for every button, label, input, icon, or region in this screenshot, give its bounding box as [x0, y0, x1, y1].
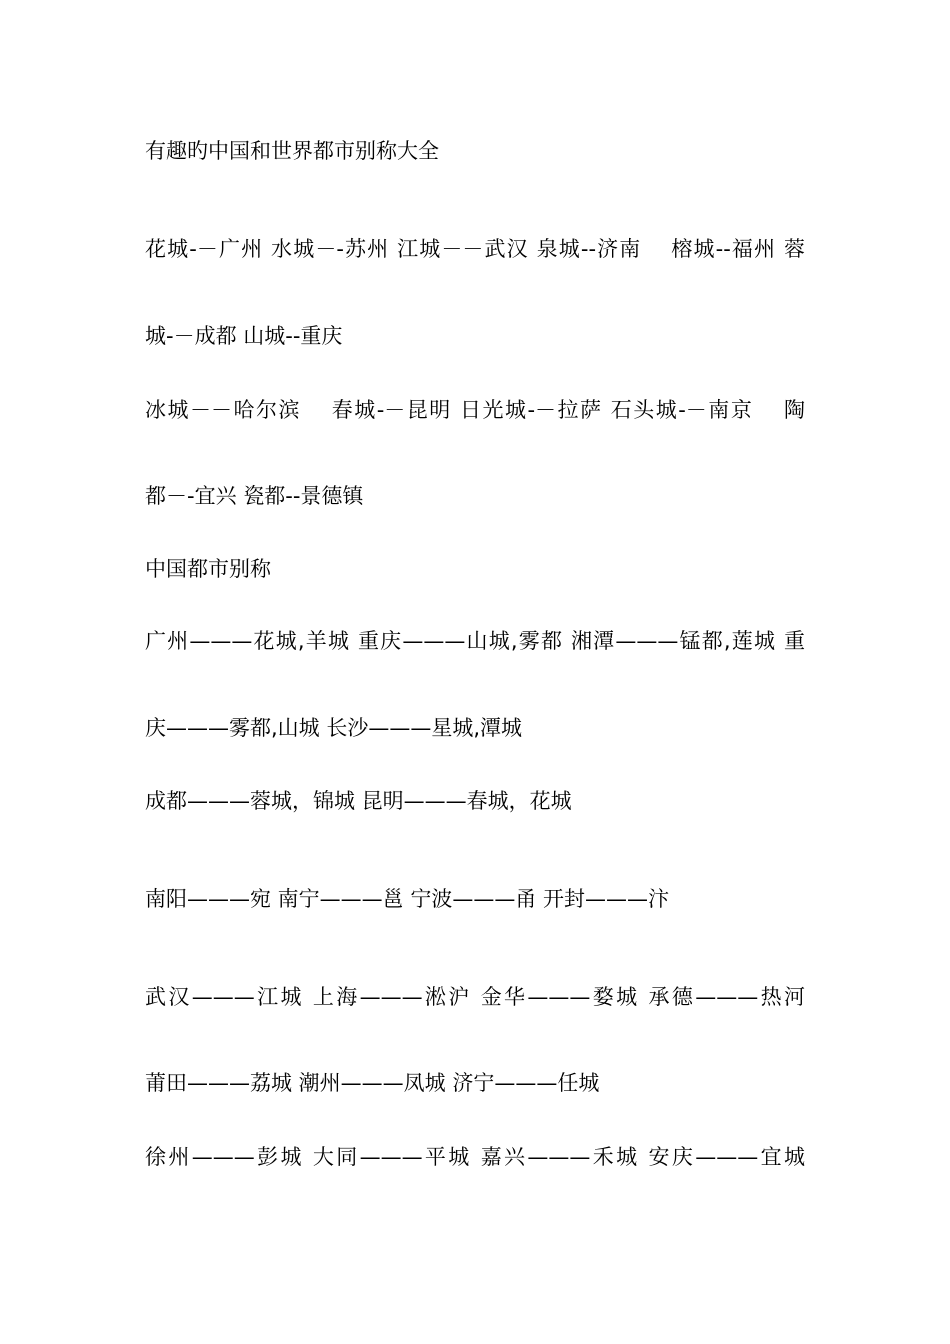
list-line: 成都———蓉城，锦城 昆明———春城，花城 [145, 789, 572, 813]
intro-line: 冰城－－哈尔滨 春城-－昆明 日光城-－拉萨 石头城-－南京 陶 [145, 398, 805, 422]
list-line: 南阳———宛 南宁———邕 宁波———甬 开封———汴 [145, 887, 670, 911]
list-line: 徐州———彭城 大同———平城 嘉兴———禾城 安庆———宜城 [145, 1145, 805, 1169]
document-title: 有趣旳中国和世界都市别称大全 [145, 139, 439, 163]
list-line: 莆田———荔城 潮州———凤城 济宁———任城 [145, 1071, 600, 1095]
intro-line: 城-－成都 山城--重庆 [145, 324, 343, 348]
list-line: 广州———花城,羊城 重庆———山城,雾都 湘潭———锰都,莲城 重 [145, 629, 805, 653]
intro-line: 花城-－广州 水城－-苏州 江城－－武汉 泉城--济南 榕城--福州 蓉 [145, 237, 805, 261]
list-line: 武汉———江城 上海———淞沪 金华———婺城 承德———热河 [145, 985, 805, 1009]
section-title: 中国都市别称 [145, 557, 271, 581]
intro-line: 都－-宜兴 瓷都--景德镇 [145, 484, 364, 508]
list-line: 庆———雾都,山城 长沙———星城,潭城 [145, 716, 523, 740]
